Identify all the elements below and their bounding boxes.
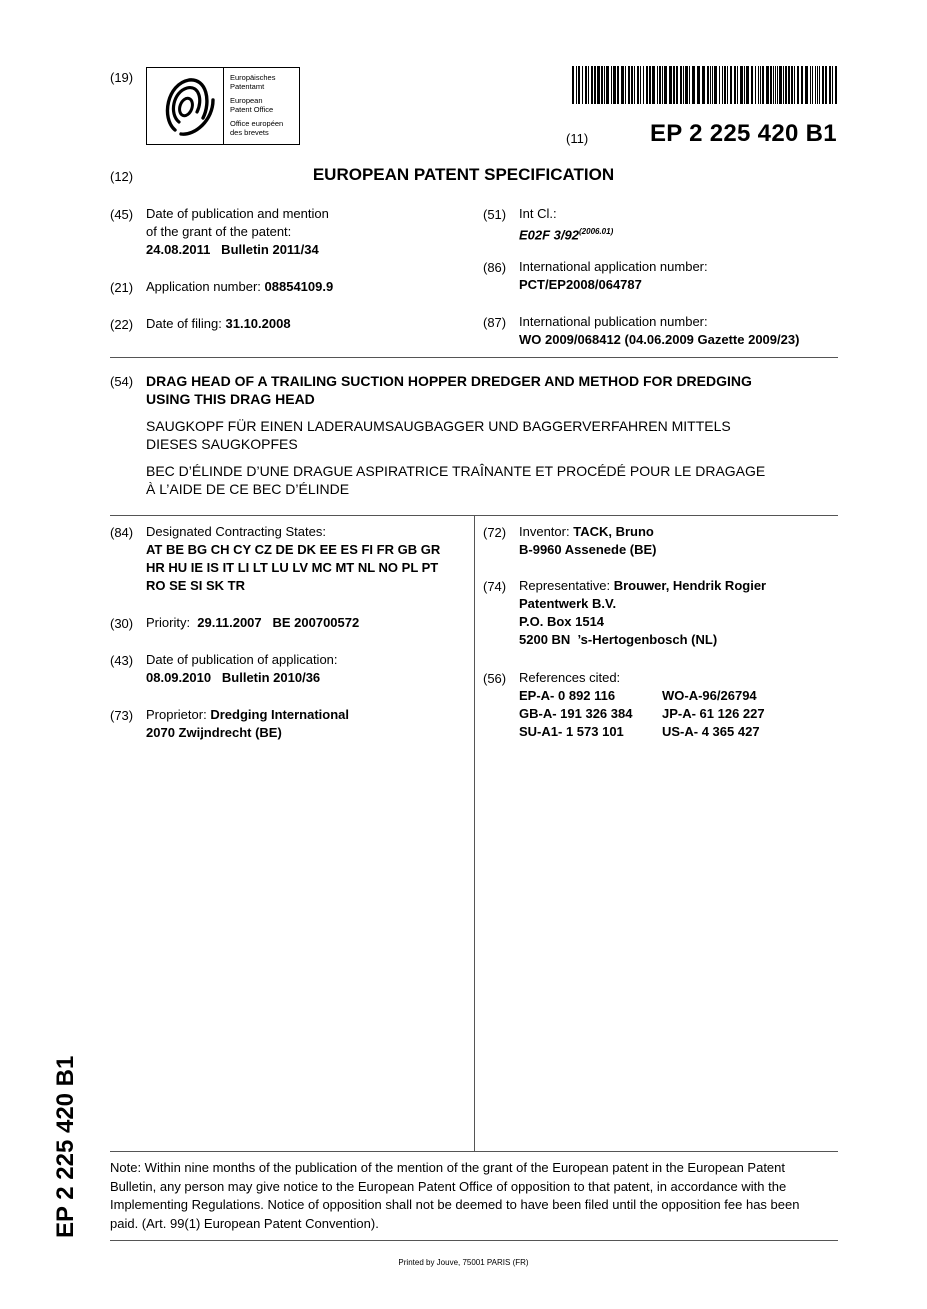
barcode-bar	[659, 66, 661, 104]
opposition-note	[110, 1159, 850, 1233]
document-type	[0, 165, 927, 185]
barcode-bar	[773, 66, 774, 104]
divider-top	[110, 357, 838, 358]
references-field	[519, 669, 765, 741]
inid-73: (73)	[110, 708, 134, 723]
note-line: Note: Within nine months of the publication of the mention of the grant of the European patent in the European Patent	[110, 1160, 786, 1175]
int-cl-value: E02F 3/92	[519, 227, 579, 243]
grant-label-1: Date of publication and mention	[146, 206, 329, 221]
barcode-bar	[617, 66, 619, 104]
filing-date-value: 31.10.2008	[225, 316, 291, 331]
representative-name: Brouwer, Hendrik Rogier	[613, 578, 767, 593]
office-name-de-2: Patentamt	[230, 82, 265, 91]
int-cl-field	[519, 205, 613, 244]
inid-43: (43)	[110, 653, 134, 668]
barcode-bar	[775, 66, 776, 104]
designated-states-label: Designated Contracting States:	[146, 524, 326, 539]
proprietor-label: Proprietor:	[146, 707, 207, 722]
barcode-bar	[578, 66, 580, 104]
int-cl-version: (2006.01)	[579, 227, 614, 236]
inid-12: (12)	[110, 169, 134, 184]
inid-84: (84)	[110, 525, 134, 540]
side-document-number: EP 2 225 420 B1	[52, 1055, 79, 1238]
priority-label: Priority:	[146, 615, 191, 630]
printer-footer	[0, 1258, 927, 1267]
designated-states-line: HR HU IE IS IT LI LT LU LV MC MT NL NO PL PT	[146, 560, 439, 575]
office-name-fr-1: Office européen	[230, 119, 284, 128]
reference-cell: GB-A- 191 326 384	[519, 706, 633, 721]
application-number-label: Application number:	[146, 279, 261, 294]
barcode-bar	[597, 66, 600, 104]
barcode-bar	[724, 66, 726, 104]
barcode-bar	[683, 66, 684, 104]
barcode-bar	[832, 66, 833, 104]
inid-72: (72)	[483, 525, 507, 540]
reference-cell: WO-A-96/26794	[662, 688, 757, 703]
intl-publication-field	[519, 313, 799, 349]
document-type-label: EUROPEAN PATENT SPECIFICATION	[312, 165, 615, 184]
application-number-value: 08854109.9	[264, 279, 334, 294]
barcode-bar	[628, 66, 630, 104]
barcode-bar	[812, 66, 813, 104]
proprietor-address: 2070 Zwijndrecht (BE)	[146, 725, 282, 740]
barcode-bar	[591, 66, 593, 104]
barcode-bar	[689, 66, 690, 104]
intl-publication-value: WO 2009/068412 (04.06.2009 Gazette 2009/23)	[519, 332, 800, 347]
barcode-bar	[576, 66, 577, 104]
office-name-en-2: Patent Office	[230, 105, 274, 114]
barcode-bar	[649, 66, 651, 104]
barcode-bar	[588, 66, 589, 104]
representative-label: Representative:	[519, 578, 611, 593]
barcode-bar	[730, 66, 732, 104]
representative-line: 5200 BN ’s-Hertogenbosch (NL)	[519, 632, 718, 647]
application-publication-value: 08.09.2010 Bulletin 2010/36	[146, 670, 321, 685]
barcode-bar	[737, 66, 738, 104]
barcode-bar	[707, 66, 709, 104]
barcode-bar	[710, 66, 711, 104]
barcode-bar	[692, 66, 695, 104]
representative-field	[519, 577, 766, 649]
printer-credit: Printed by Jouve, 75001 PARIS (FR)	[398, 1258, 529, 1267]
barcode-bar	[801, 66, 803, 104]
title-fr-2: À L’AIDE DE CE BEC D’ÉLINDE	[146, 481, 350, 497]
barcode-bar	[637, 66, 639, 104]
inid-56: (56)	[483, 671, 507, 686]
barcode-bar	[680, 66, 682, 104]
barcode-bar	[582, 66, 583, 104]
barcode-bar	[676, 66, 678, 104]
epo-logo	[146, 67, 300, 145]
barcode-bar	[751, 66, 753, 104]
office-name-fr-2: des brevets	[230, 128, 269, 137]
barcode-bar	[714, 66, 717, 104]
inid-45: (45)	[110, 207, 134, 222]
reference-cell: EP-A- 0 892 116	[519, 688, 616, 703]
barcode-bar	[819, 66, 820, 104]
barcode-bar	[646, 66, 648, 104]
barcode-bar	[815, 66, 816, 104]
divider-bottom	[110, 1151, 838, 1152]
proprietor-name: Dredging International	[210, 707, 349, 722]
barcode-bar	[810, 66, 811, 104]
note-line: Bulletin, any person may give notice to the European Patent Office of opposition to that patent, in accordance with the	[110, 1178, 787, 1194]
barcode-bar	[791, 66, 793, 104]
inventor-address: B-9960 Assenede (BE)	[519, 542, 657, 557]
representative-line: P.O. Box 1514	[519, 614, 605, 629]
representative-line: Patentwerk B.V.	[519, 596, 617, 611]
application-publication-field	[146, 651, 338, 687]
barcode-bar	[621, 66, 624, 104]
note-line: paid. (Art. 99(1) European Patent Convention).	[110, 1215, 379, 1231]
barcode-bar	[652, 66, 655, 104]
inid-19: (19)	[110, 70, 134, 85]
grant-value: 24.08.2011 Bulletin 2011/34	[146, 242, 319, 257]
document-number: EP 2 225 420 B1	[650, 120, 837, 147]
reference-cell: JP-A- 61 126 227	[662, 706, 765, 721]
barcode-bar	[697, 66, 700, 104]
references-table	[519, 687, 765, 741]
barcode-bar	[572, 66, 574, 104]
barcode-bar	[758, 66, 759, 104]
inventor-field	[519, 523, 657, 559]
barcode-bar	[727, 66, 728, 104]
barcode-bar	[822, 66, 824, 104]
references-label: References cited:	[519, 670, 621, 685]
title-de-2: DIESES SAUGKOPFES	[146, 436, 298, 452]
barcode-bar	[744, 66, 745, 104]
barcode-bar	[634, 66, 635, 104]
barcode-bar	[640, 66, 641, 104]
inventor-name: TACK, Bruno	[573, 524, 654, 539]
inid-21: (21)	[110, 280, 134, 295]
table-row	[519, 687, 765, 705]
intl-application-value: PCT/EP2008/064787	[519, 277, 642, 292]
title-en-2: USING THIS DRAG HEAD	[146, 391, 315, 407]
barcode-bar	[625, 66, 626, 104]
barcode-bar	[664, 66, 667, 104]
epo-emblem-icon	[159, 74, 217, 138]
inventor-label: Inventor:	[519, 524, 570, 539]
barcode-bar	[601, 66, 603, 104]
barcode-bar	[719, 66, 720, 104]
title-de-1: SAUGKOPF FÜR EINEN LADERAUMSAUGBAGGER UND BAGGERVERFAHREN MITTELS	[146, 418, 731, 434]
inid-22: (22)	[110, 317, 134, 332]
barcode-bar	[777, 66, 778, 104]
barcode-bar	[613, 66, 616, 104]
logo-divider	[223, 68, 224, 144]
barcode-bar	[770, 66, 772, 104]
intl-publication-label: International publication number:	[519, 314, 708, 329]
barcode-bar	[662, 66, 663, 104]
inid-11: (11)	[566, 131, 589, 146]
barcode-bar	[755, 66, 756, 104]
inid-74: (74)	[483, 579, 507, 594]
designated-states-line: RO SE SI SK TR	[146, 578, 245, 593]
barcode-bar	[657, 66, 658, 104]
column-divider	[474, 515, 475, 1151]
barcode-bar	[611, 66, 612, 104]
barcode-bar	[604, 66, 605, 104]
proprietor-field	[146, 706, 349, 742]
application-publication-label: Date of publication of application:	[146, 652, 338, 667]
barcode-bar	[740, 66, 743, 104]
barcode-bar	[722, 66, 723, 104]
grant-publication-field	[146, 205, 329, 259]
inid-30: (30)	[110, 616, 134, 631]
inid-54: (54)	[110, 374, 134, 389]
barcode-bar	[794, 66, 795, 104]
office-name-en-1: European	[230, 96, 263, 105]
barcode-bar	[643, 66, 644, 104]
filing-date-field	[146, 315, 291, 333]
barcode-bar	[673, 66, 675, 104]
barcode-bar	[783, 66, 784, 104]
priority-value: 29.11.2007 BE 200700572	[197, 615, 360, 630]
divider-footer	[110, 1240, 838, 1241]
barcode-bar	[788, 66, 790, 104]
barcode-bar	[685, 66, 688, 104]
inid-86: (86)	[483, 260, 507, 275]
filing-date-label: Date of filing:	[146, 316, 222, 331]
barcode	[572, 66, 838, 104]
intl-application-label: International application number:	[519, 259, 708, 274]
title-en-1: DRAG HEAD OF A TRAILING SUCTION HOPPER DREDGER AND METHOD FOR DREDGING	[146, 373, 752, 389]
barcode-bar	[585, 66, 587, 104]
barcode-bar	[805, 66, 808, 104]
barcode-bar	[762, 66, 764, 104]
designated-states-line: AT BE BG CH CY CZ DE DK EE ES FI FR GB GR	[146, 542, 441, 557]
title-block	[146, 372, 765, 498]
barcode-bar	[766, 66, 769, 104]
inid-51: (51)	[483, 207, 507, 222]
barcode-bar	[835, 66, 837, 104]
barcode-bar	[829, 66, 831, 104]
barcode-bar	[779, 66, 782, 104]
barcode-bar	[825, 66, 827, 104]
barcode-bar	[606, 66, 609, 104]
office-name-de-1: Europäisches	[230, 73, 276, 82]
title-fr-1: BEC D’ÉLINDE D’UNE DRAGUE ASPIRATRICE TRAÎNANTE ET PROCÉDÉ POUR LE DRAGAGE	[146, 463, 766, 479]
note-line: Implementing Regulations. Notice of opposition shall not be deemed to have been filed until the opposition fee has been	[110, 1197, 800, 1212]
barcode-bar	[712, 66, 713, 104]
barcode-bar	[785, 66, 787, 104]
designated-states-field	[146, 523, 440, 595]
barcode-bar	[746, 66, 749, 104]
barcode-bar	[817, 66, 818, 104]
reference-cell: SU-A1- 1 573 101	[519, 724, 624, 739]
barcode-bar	[631, 66, 633, 104]
barcode-bar	[760, 66, 761, 104]
table-row	[519, 705, 765, 723]
int-cl-label: Int Cl.:	[519, 206, 557, 221]
priority-field	[146, 614, 359, 632]
barcode-bar	[702, 66, 705, 104]
barcode-bar	[797, 66, 799, 104]
barcode-bar	[669, 66, 672, 104]
reference-cell: US-A- 4 365 427	[662, 724, 760, 739]
intl-application-field	[519, 258, 708, 294]
grant-label-2: of the grant of the patent:	[146, 224, 292, 239]
inid-87: (87)	[483, 315, 507, 330]
barcode-bar	[734, 66, 736, 104]
barcode-bar	[594, 66, 596, 104]
application-number-field	[146, 278, 333, 296]
table-row	[519, 723, 765, 741]
